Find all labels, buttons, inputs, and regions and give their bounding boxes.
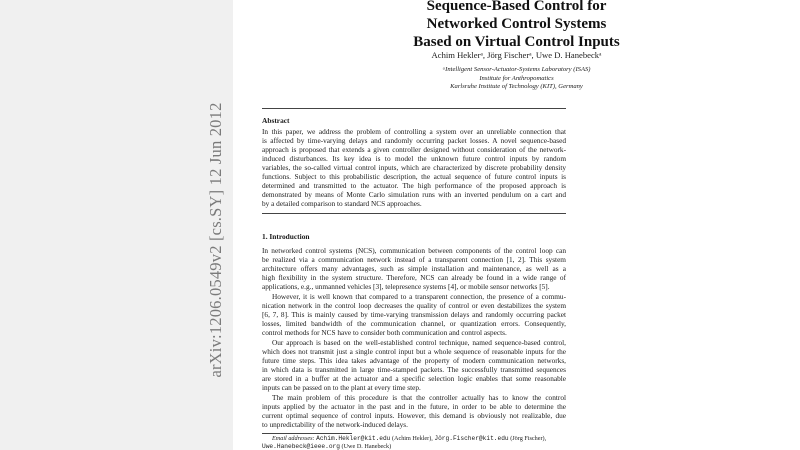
abstract-line: In this paper, we address the problem of controlling a system over an unreliable connection that bbox=[262, 127, 566, 136]
abstract-line: is affected by time-varying delays and randomly occurring packet losses. A novel sequence-based bbox=[262, 136, 566, 145]
intro-line: architecture offers many advantages, such as simple installation and maintenance, as well as a bbox=[262, 264, 566, 273]
title-line-2: Networked Control Systems bbox=[426, 16, 607, 32]
intro-line: The main problem of this procedure is that the controller actually has to know the control bbox=[272, 393, 566, 402]
email-link[interactable]: Uwe.Hanebeck@ieee.org bbox=[262, 443, 340, 450]
arxiv-identifier: arXiv:1206.0549v2 [cs.SY] 12 Jun 2012 bbox=[206, 102, 225, 378]
intro-line: nication network in the control loop decreases the quality of control or even destabilizes the system bbox=[262, 301, 566, 310]
intro-line: Our approach is based on the well-established control technique, named sequence-based control, bbox=[272, 338, 566, 347]
intro-line: In networked control systems (NCS), communication between components of the control loop can bbox=[262, 246, 566, 255]
email-owner: (Achim Hekler), bbox=[391, 435, 433, 442]
abstract-top-rule bbox=[262, 108, 566, 109]
intro-line: which does not transmit just a single control input but a whole sequence of reasonable inputs for the bbox=[262, 347, 566, 356]
intro-line: However, it is well known that compared to a transparent connection, the presence of a commu- bbox=[272, 292, 566, 301]
affiliation-line-2: Institute for Anthropomatics bbox=[479, 74, 554, 82]
arxiv-side-stamp bbox=[200, 0, 232, 450]
author-list: Achim Heklerᵃ, Jörg Fischerᵃ, Uwe D. Hanebeckᵃ bbox=[431, 50, 602, 60]
email-owner: (Uwe D. Hanebeck) bbox=[341, 443, 392, 450]
intro-line: inputs can be passed on to the plant at every time step. bbox=[262, 383, 421, 392]
title-line-1: Sequence-Based Control for bbox=[426, 0, 607, 14]
abstract-line: determined and transmitted to the actuator. The high performance of the proposed approach is bbox=[262, 181, 566, 190]
title-line-3: Based on Virtual Control Inputs bbox=[413, 34, 620, 50]
email-link[interactable]: Achim.Hekler@kit.edu bbox=[316, 435, 391, 442]
abstract-line: functions. Subject to this probabilistic description, the actual sequence of future control inputs is bbox=[262, 172, 566, 181]
intro-line: future time steps. This idea takes advantage of the property of modern communication networks, bbox=[262, 356, 566, 365]
abstract-line: by a detailed comparison to standard NCS approaches. bbox=[262, 199, 422, 208]
paper-page bbox=[233, 0, 800, 450]
intro-line: applications, e.g., unmanned vehicles [3], telepresence systems [4], or mobile sensor networks [5]. bbox=[262, 282, 550, 291]
abstract-line: induced disturbances. Its key idea is to model the unknown future control inputs by random bbox=[262, 154, 566, 163]
abstract-line: approach is proposed that extends a given controller designed without consideration of the network- bbox=[262, 145, 566, 154]
intro-line: current optimal sequence of control inputs. However, this demand is obviously not realizable, due bbox=[262, 411, 566, 420]
intro-line: losses, limited bandwidth of the communication channel, or quantization errors. Consequently, bbox=[262, 319, 566, 328]
intro-line: to unpredictability of the network-induced delays. bbox=[262, 420, 408, 429]
email-link[interactable]: Jörg.Fischer@kit.edu bbox=[434, 435, 509, 442]
intro-line: high flexibility in the system structure. Therefore, NCS can already be found in a wide range of bbox=[262, 273, 566, 282]
email-owner: (Jörg Fischer), bbox=[510, 435, 547, 442]
abstract-bottom-rule bbox=[262, 213, 566, 214]
intro-line: [6, 7, 8]. This is mainly caused by time-varying transmission delays and randomly occurring packet bbox=[262, 310, 566, 319]
abstract-line: variables, the so-called virtual control inputs, which are characterized by discrete probability density bbox=[262, 163, 566, 172]
footnote-emails-line-1 bbox=[272, 435, 576, 443]
footnote-rule bbox=[262, 433, 352, 434]
abstract-heading: Abstract bbox=[262, 116, 290, 125]
intro-line: are stored in a buffer at the actuator and a specific selection logic enables that some reasonable bbox=[262, 374, 566, 383]
intro-line: control methods for NCS have to consider both communication and control aspects. bbox=[262, 328, 507, 337]
intro-line: be realized via a communication network instead of a transparent connection [1, 2]. This system bbox=[262, 255, 566, 264]
section-heading-introduction: 1. Introduction bbox=[262, 232, 310, 241]
affiliation-line-3: Karlsruhe Institute of Technology (KIT), Germany bbox=[450, 83, 583, 90]
affiliation-line-1: ᵃIntelligent Sensor-Actuator-Systems Laboratory (ISAS) bbox=[442, 66, 591, 73]
footnote-label: Email addresses: bbox=[272, 435, 315, 442]
abstract-line: demonstrated by means of Monte Carlo simulation runs with an inverted pendulum on a cart and bbox=[262, 190, 566, 199]
intro-line: in which data is transmitted in large time-stamped packets. The successfully transmitted sequences bbox=[262, 365, 566, 374]
footnote-emails-line-2 bbox=[262, 443, 566, 450]
intro-line: inputs applied by the actuator in the past and in the future, in order to be able to determine the bbox=[262, 402, 566, 411]
